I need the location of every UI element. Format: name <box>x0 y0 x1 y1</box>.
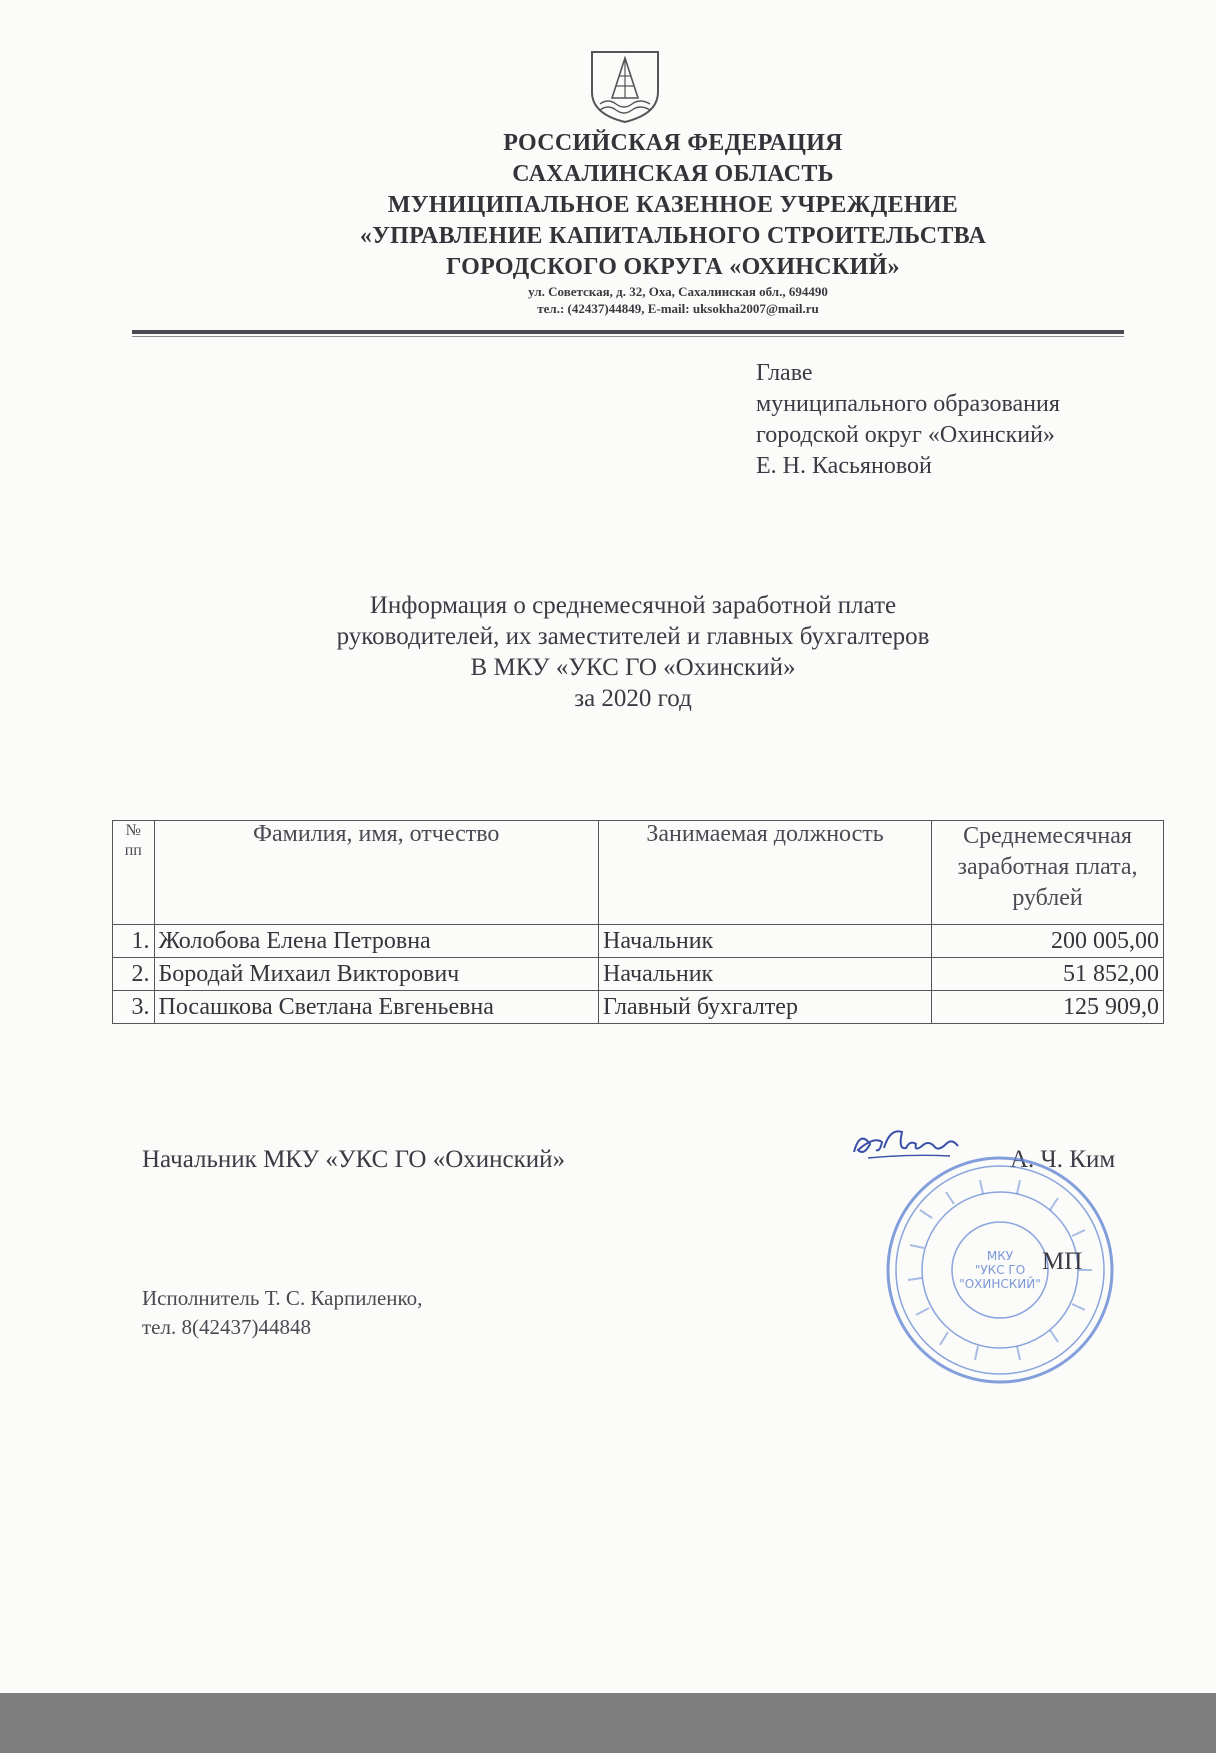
header-line-region: САХАЛИНСКАЯ ОБЛАСТЬ <box>512 161 834 187</box>
header-divider <box>132 330 1124 334</box>
coat-of-arms-emblem <box>588 48 662 124</box>
header-position: Занимаемая должность <box>598 821 931 925</box>
title-line: В МКУ «УКС ГО «Охинский» <box>470 654 796 681</box>
header-line-country: РОССИЙСКАЯ ФЕДЕРАЦИЯ <box>503 130 843 156</box>
header-num: № пп <box>113 821 155 925</box>
row-position: Главный бухгалтер <box>598 991 931 1024</box>
header-contacts: тел.: (42437)44849, E-mail: uksokha2007@mail.ru <box>537 301 819 316</box>
executor-phone: тел. 8(42437)44848 <box>142 1315 311 1339</box>
table-row <box>113 925 1164 958</box>
header-name: Фамилия, имя, отчество <box>154 821 598 925</box>
seal-inner-line: "УКС ГО <box>974 1263 1026 1277</box>
row-name: Бородай Михаил Викторович <box>154 958 598 991</box>
organization-header <box>0 128 1216 317</box>
header-line-institution-type: МУНИЦИПАЛЬНОЕ КАЗЕННОЕ УЧРЕЖДЕНИЕ <box>387 192 959 218</box>
row-salary: 200 005,00 <box>932 925 1164 958</box>
header-address: ул. Советская, д. 32, Оха, Сахалинская обл., 694490 <box>528 284 828 299</box>
table-row <box>113 991 1164 1024</box>
title-line: Информация о среднемесячной заработной плате <box>369 592 897 619</box>
scanner-bottom-bar <box>0 1693 1216 1753</box>
header-salary: Среднемесячная заработная плата, рублей <box>932 821 1164 925</box>
header-divider-thin <box>132 336 1124 337</box>
seal-inner-line: МКУ <box>986 1249 1014 1263</box>
row-salary: 125 909,0 <box>932 991 1164 1024</box>
header-line-district: ГОРОДСКОГО ОКРУГА «ОХИНСКИЙ» <box>446 254 900 280</box>
seal-inner-line: "ОХИНСКИЙ" <box>959 1277 1041 1291</box>
executor-name: Исполнитель Т. С. Карпиленко, <box>142 1286 423 1310</box>
signer-position: Начальник МКУ «УКС ГО «Охинский» <box>142 1146 566 1173</box>
header-line-institution-name: «УПРАВЛЕНИЕ КАПИТАЛЬНОГО СТРОИТЕЛЬСТВА <box>359 223 987 249</box>
stamp-place-mark: МП <box>1042 1248 1083 1275</box>
row-salary: 51 852,00 <box>932 958 1164 991</box>
row-num: 2. <box>113 958 155 991</box>
salary-table <box>112 820 1164 1024</box>
row-position: Начальник <box>598 958 931 991</box>
addressee-block <box>756 358 1060 482</box>
addressee-line: муниципального образования <box>756 391 1060 417</box>
signer-name: А. Ч. Ким <box>1010 1146 1116 1173</box>
title-line: руководителей, их заместителей и главных бухгалтеров <box>336 623 930 650</box>
row-num: 3. <box>113 991 155 1024</box>
title-line: за 2020 год <box>574 685 692 712</box>
official-seal-stamp <box>880 1150 1120 1390</box>
table-header-row <box>113 821 1164 925</box>
document-title <box>0 590 1216 714</box>
addressee-line: Главе <box>756 360 813 386</box>
addressee-line: городской округ «Охинский» <box>756 422 1055 448</box>
row-position: Начальник <box>598 925 931 958</box>
row-num: 1. <box>113 925 155 958</box>
executor-block <box>142 1284 422 1342</box>
addressee-line: Е. Н. Касьяновой <box>756 453 932 479</box>
row-name: Жолобова Елена Петровна <box>154 925 598 958</box>
table-row <box>113 958 1164 991</box>
row-name: Посашкова Светлана Евгеньевна <box>154 991 598 1024</box>
